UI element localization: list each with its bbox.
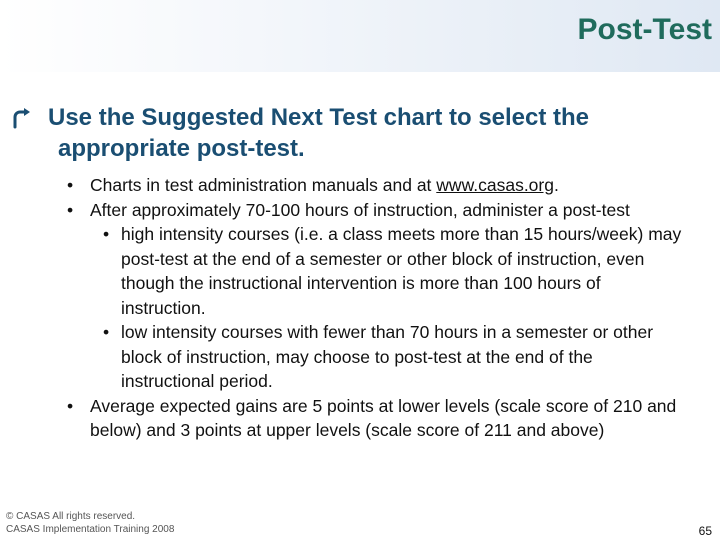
bullet-dot: • [67, 199, 74, 220]
copyright-text: © CASAS All rights reserved. [6, 511, 136, 522]
sub-bullet-item [0, 222, 720, 320]
sub-bullet-text: low intensity courses with fewer than 70 hours in a semester or other block of instruction, may choose to post-test at the end of the instructional period. [121, 322, 654, 391]
bullet-list [0, 173, 720, 443]
slide-title: Post-Test [577, 13, 712, 46]
bullet-dot: • [103, 322, 110, 342]
sub-bullet-item [0, 320, 720, 394]
bullet-item [0, 173, 720, 198]
curved-right-arrow-icon [10, 106, 34, 130]
bullet-item [0, 198, 720, 223]
bullet-text: After approximately 70-100 hours of instruction, administer a post-test [90, 199, 630, 220]
casas-website-link[interactable]: www.casas.org [436, 175, 554, 195]
bullet-text: Average expected gains are 5 points at lower levels (scale score of 210 and below) and 3 points at upper levels (scale score of 211 and above) [90, 395, 677, 440]
training-label: CASAS Implementation Training 2008 [6, 524, 175, 535]
bullet-item [0, 394, 720, 443]
page-number: 65 [698, 524, 712, 538]
main-point-text: Use the Suggested Next Test chart to select the appropriate post-test. [48, 104, 590, 162]
bullet-text: Charts in test administration manuals and at [90, 175, 437, 195]
footer [6, 510, 174, 536]
sub-bullet-text: high intensity courses (i.e. a class meets more than 15 hours/week) may post-test at the end of a semester or other block of instruction, even though the instructional intervention is more than 100 hours of instruction. [121, 224, 682, 318]
main-point [10, 102, 690, 164]
bullet-dot: • [67, 175, 74, 195]
bullet-dot: • [67, 395, 74, 416]
bullet-text-end: . [553, 175, 559, 195]
bullet-dot: • [103, 224, 110, 244]
